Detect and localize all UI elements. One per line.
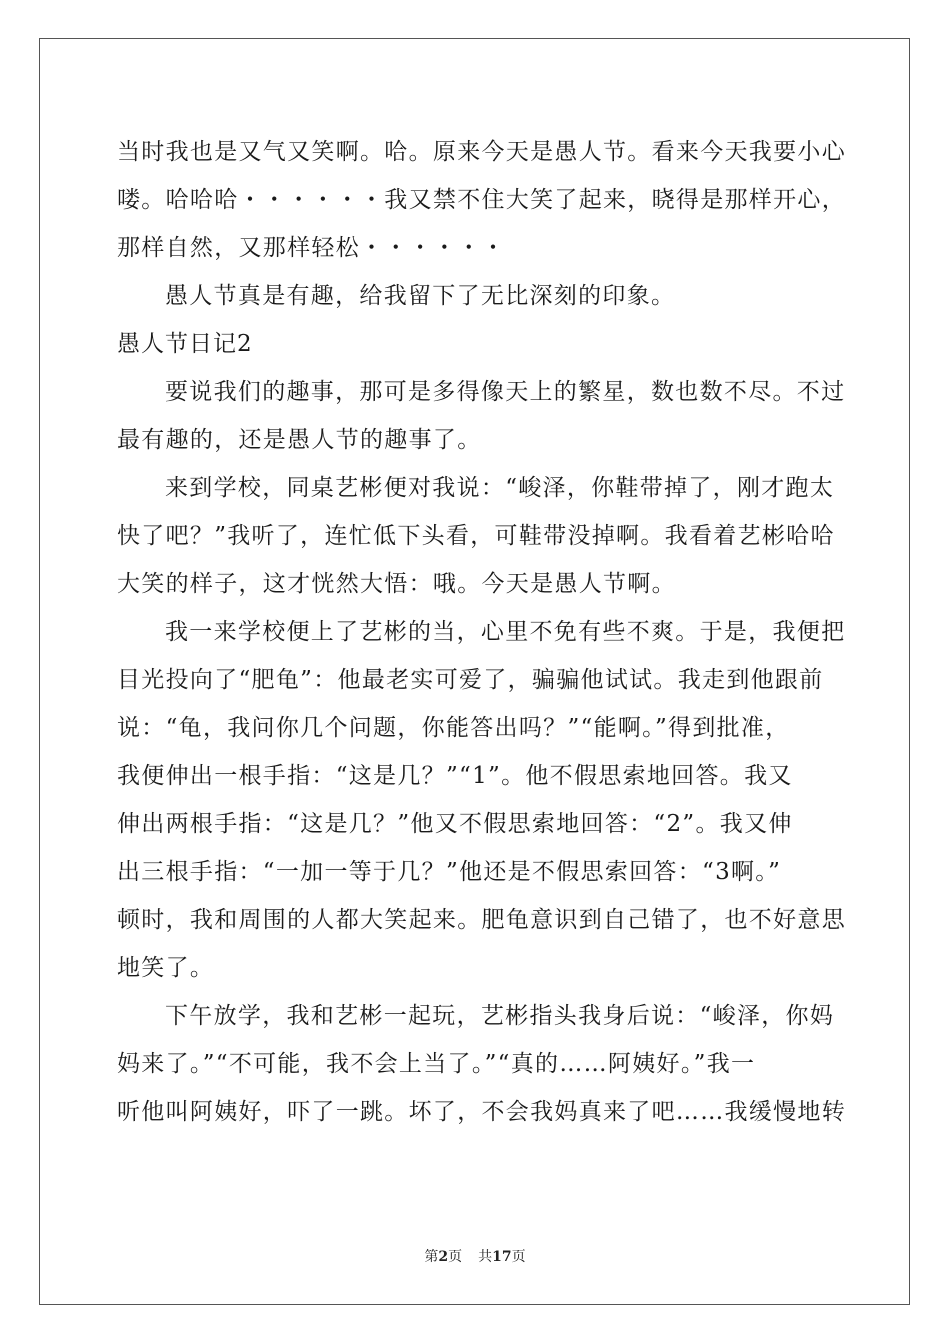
paragraph-line: 下午放学，我和艺彬一起玩，艺彬指头我身后说：“峻泽，你妈 xyxy=(165,1003,835,1029)
page-prefix: 第 xyxy=(424,1249,439,1265)
total-prefix: 共 xyxy=(478,1249,493,1265)
text-line: 最有趣的，还是愚人节的趣事了。 xyxy=(117,427,482,453)
paragraph-line: 来到学校，同桌艺彬便对我说：“峻泽，你鞋带掉了，刚才跑太 xyxy=(165,475,835,501)
text-line: 出三根手指：“一加一等于几？”他还是不假思索回答：“3啊。” xyxy=(117,859,782,885)
paragraph-line: 要说我们的趣事，那可是多得像天上的繁星，数也数不尽。不过 xyxy=(165,379,846,405)
text-line: 那样自然，又那样轻松・・・・・・ xyxy=(117,235,506,261)
text-line: 伸出两根手指：“这是几？”他又不假思索地回答：“2”。我又伸 xyxy=(117,811,793,837)
total-suffix: 页 xyxy=(511,1249,526,1265)
paragraph-line: 我一来学校便上了艺彬的当，心里不免有些不爽。于是，我便把 xyxy=(165,619,846,645)
page-number xyxy=(424,1249,462,1265)
text-line: 妈来了。”“不可能，我不会上当了。”“真的……阿姨好。”我一 xyxy=(117,1051,756,1077)
text-line: 快了吧？”我听了，连忙低下头看，可鞋带没掉啊。我看着艺彬哈哈 xyxy=(117,523,835,549)
text-line: 说：“龟，我问你几个问题，你能答出吗？”“能啊。”得到批准， xyxy=(117,715,790,741)
total-pages xyxy=(478,1249,525,1265)
section-heading: 愚人节日记2 xyxy=(117,331,253,357)
total-count: 17 xyxy=(492,1249,512,1265)
text-line: 顿时，我和周围的人都大笑起来。肥龟意识到自己错了，也不好意思 xyxy=(117,907,846,933)
current-page: 2 xyxy=(438,1249,449,1265)
text-line: 目光投向了“肥龟”：他最老实可爱了，骗骗他试试。我走到他跟前 xyxy=(117,667,824,693)
text-line: 当时我也是又气又笑啊。哈。原来今天是愚人节。看来今天我要小心 xyxy=(117,139,846,165)
text-line: 喽。哈哈哈・・・・・・我又禁不住大笑了起来，晓得是那样开心， xyxy=(117,187,846,213)
text-line: 大笑的样子，这才恍然大悟：哦。今天是愚人节啊。 xyxy=(117,571,676,597)
paragraph-line: 愚人节真是有趣，给我留下了无比深刻的印象。 xyxy=(165,283,676,309)
text-line: 我便伸出一根手指：“这是几？”“1”。他不假思索地回答。我又 xyxy=(117,763,793,789)
page-suffix: 页 xyxy=(448,1249,463,1265)
document-body xyxy=(117,128,846,1136)
page-footer xyxy=(0,1247,950,1267)
text-line: 听他叫阿姨好，吓了一跳。坏了，不会我妈真来了吧……我缓慢地转 xyxy=(117,1099,846,1125)
text-line: 地笑了。 xyxy=(117,955,215,981)
